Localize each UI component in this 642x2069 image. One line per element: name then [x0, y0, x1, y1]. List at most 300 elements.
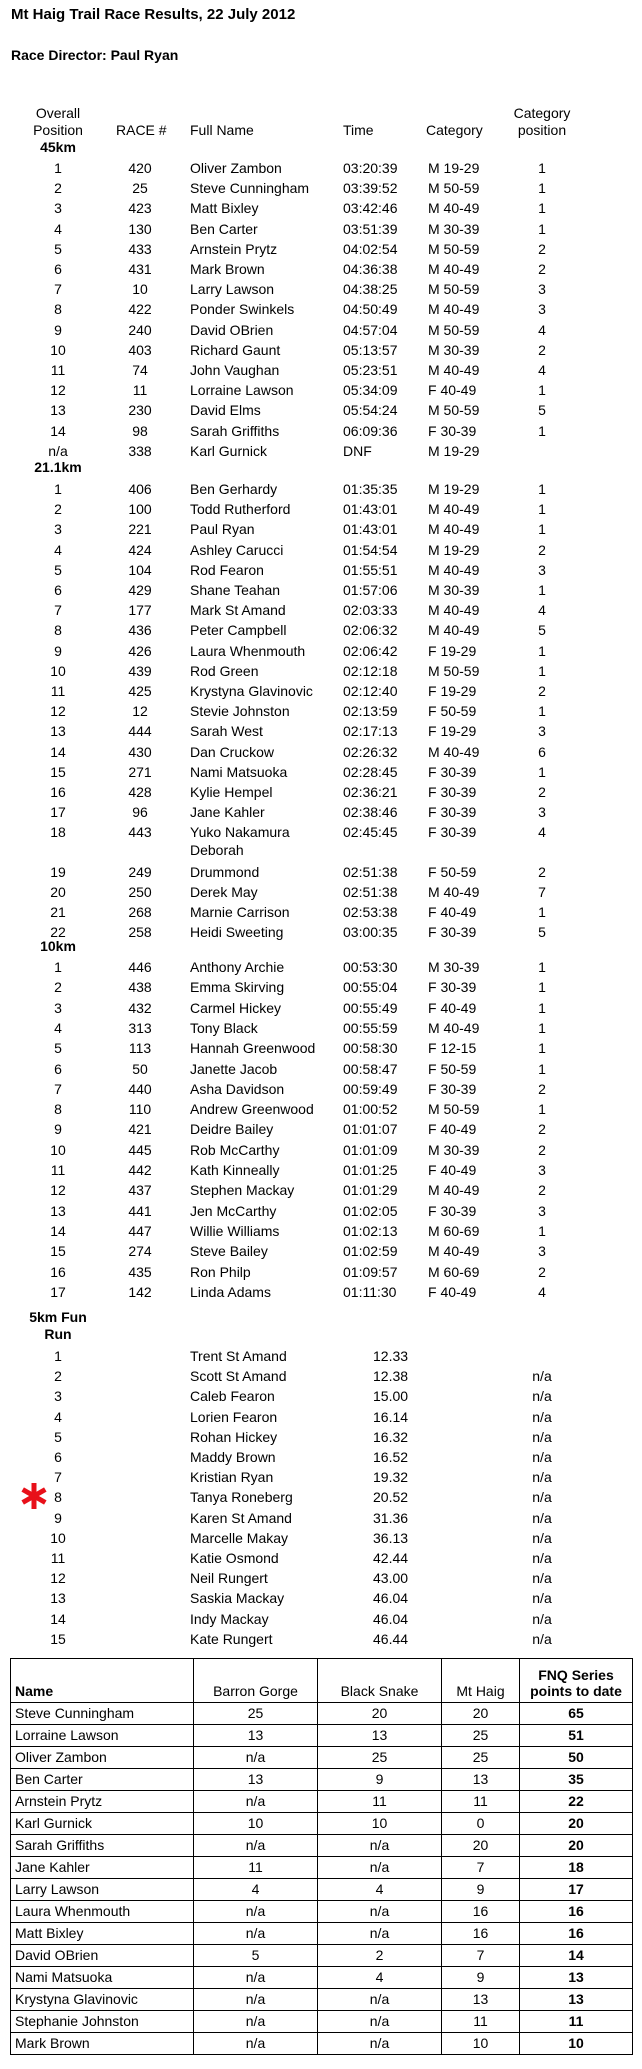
result-race: 98	[132, 423, 148, 439]
result-ftime: 19.32	[373, 1469, 409, 1485]
series-barron-gorge: 11	[194, 1857, 318, 1879]
result-time: 01:57:06	[343, 582, 398, 598]
result-row	[0, 561, 642, 581]
result-time: 05:34:09	[343, 382, 398, 398]
result-time: 00:55:04	[343, 979, 398, 995]
result-cpos: 1	[538, 1020, 546, 1036]
series-points: 22	[520, 1791, 633, 1813]
result-fcpos: n/a	[532, 1429, 552, 1445]
result-cat: M 60-69	[428, 1264, 480, 1280]
series-header-barron-gorge: Barron Gorge	[194, 1659, 318, 1703]
series-black-snake: n/a	[318, 1857, 442, 1879]
result-cat: M 19-29	[428, 160, 480, 176]
result-race: 420	[128, 160, 152, 176]
series-black-snake: n/a	[318, 1901, 442, 1923]
result-cat: F 30-39	[428, 1203, 477, 1219]
result-cat: F 40-49	[428, 1162, 477, 1178]
series-points: 11	[520, 2011, 633, 2033]
result-time: 02:17:13	[343, 723, 398, 739]
result-row	[0, 1161, 642, 1181]
result-cpos: 4	[538, 322, 546, 338]
result-fcpos: n/a	[532, 1611, 552, 1627]
result-cpos: 2	[538, 1121, 546, 1137]
series-mt-haig: 20	[442, 1835, 520, 1857]
result-name: Andrew Greenwood	[190, 1101, 314, 1117]
result-row	[0, 958, 642, 978]
result-cat: F 30-39	[428, 1081, 477, 1097]
result-race: 104	[128, 562, 152, 578]
result-pos: 20	[50, 884, 66, 900]
result-name: Emma Skirving	[190, 979, 285, 995]
result-pos: 6	[54, 582, 62, 598]
result-name: Ben Gerhardy	[190, 481, 278, 497]
series-mt-haig: 16	[442, 1923, 520, 1945]
result-name: Richard Gaunt	[190, 342, 281, 358]
result-name: Sarah Griffiths	[190, 423, 280, 439]
result-pos: 14	[50, 423, 66, 439]
series-points: 20	[520, 1813, 633, 1835]
result-cat: M 40-49	[428, 602, 480, 618]
result-cpos: 1	[538, 904, 546, 920]
header-overall-line2: Position	[33, 122, 83, 138]
result-race: 403	[128, 342, 152, 358]
result-row	[0, 783, 642, 803]
result-cat: M 40-49	[428, 1243, 480, 1259]
result-pos: 8	[54, 1489, 62, 1505]
header-time: Time	[343, 122, 374, 138]
result-row	[0, 381, 642, 401]
result-row	[0, 1222, 642, 1242]
result-cpos: 1	[538, 979, 546, 995]
result-time: 01:01:25	[343, 1162, 398, 1178]
result-cat: F 40-49	[428, 1121, 477, 1137]
series-name: Oliver Zambon	[11, 1747, 194, 1769]
result-name: Matt Bixley	[190, 200, 259, 216]
result-name: Asha Davidson	[190, 1081, 285, 1097]
result-row	[0, 863, 642, 883]
series-row	[11, 1835, 633, 1857]
result-name: Rohan Hickey	[190, 1429, 278, 1445]
result-cpos: 3	[538, 1203, 546, 1219]
result-race: 271	[128, 764, 152, 780]
result-cat: M 50-59	[428, 663, 480, 679]
result-pos: 18	[50, 824, 66, 840]
result-pos: 11	[50, 1162, 66, 1178]
result-row	[0, 1448, 642, 1468]
result-cpos: 1	[538, 180, 546, 196]
result-pos: 14	[50, 1611, 66, 1627]
result-name: Lorien Fearon	[190, 1409, 278, 1425]
result-race: 113	[128, 1040, 152, 1056]
result-pos: 2	[54, 1368, 62, 1384]
result-race: 130	[128, 221, 152, 237]
result-ftime: 16.52	[373, 1449, 409, 1465]
result-cpos: 4	[538, 362, 546, 378]
result-cat: M 40-49	[428, 1182, 480, 1198]
result-time: 02:03:33	[343, 602, 398, 618]
result-cat: F 40-49	[428, 382, 477, 398]
series-black-snake: 4	[318, 1879, 442, 1901]
series-black-snake: 9	[318, 1769, 442, 1791]
result-pos: 7	[54, 1081, 62, 1097]
result-race: 445	[128, 1142, 152, 1158]
result-name: Dan Cruckow	[190, 744, 275, 760]
result-pos: 13	[50, 1203, 66, 1219]
result-race: 437	[128, 1182, 152, 1198]
result-row	[0, 621, 642, 641]
result-time: 01:02:05	[343, 1203, 398, 1219]
result-row	[0, 1367, 642, 1387]
result-cat: M 19-29	[428, 443, 480, 459]
result-row	[0, 601, 642, 621]
result-row	[0, 999, 642, 1019]
series-points: 10	[520, 2033, 633, 2055]
result-cpos: 2	[538, 1081, 546, 1097]
result-ftime: 12.38	[373, 1368, 409, 1384]
series-mt-haig: 10	[442, 2033, 520, 2055]
result-cpos: 2	[538, 1264, 546, 1280]
result-race: 230	[128, 402, 152, 418]
result-name: Neil Rungert	[190, 1570, 268, 1586]
result-race: 221	[128, 521, 152, 537]
result-cat: F 30-39	[428, 979, 477, 995]
series-name: Arnstein Prytz	[11, 1791, 194, 1813]
result-name: Kate Rungert	[190, 1631, 273, 1647]
result-pos: 3	[54, 200, 62, 216]
result-row	[0, 422, 642, 442]
result-ftime: 42.44	[373, 1550, 409, 1566]
series-barron-gorge: 5	[194, 1945, 318, 1967]
result-fcpos: n/a	[532, 1510, 552, 1526]
result-cpos: 3	[538, 562, 546, 578]
result-pos: 8	[54, 622, 62, 638]
result-race: 25	[132, 180, 148, 196]
result-name: Anthony Archie	[190, 959, 285, 975]
result-time: 00:55:59	[343, 1020, 398, 1036]
result-race: 425	[128, 683, 152, 699]
series-barron-gorge: n/a	[194, 1967, 318, 1989]
result-name: Steve Bailey	[190, 1243, 268, 1259]
series-name: Ben Carter	[11, 1769, 194, 1791]
result-time: 03:51:39	[343, 221, 398, 237]
result-time: 01:01:07	[343, 1121, 398, 1137]
result-cpos: 1	[538, 423, 546, 439]
result-race: 447	[128, 1223, 152, 1239]
result-name: Deidre Bailey	[190, 1121, 274, 1137]
result-cat: M 30-39	[428, 221, 480, 237]
result-name: Laura Whenmouth	[190, 643, 306, 659]
result-pos: 19	[50, 864, 66, 880]
result-row	[0, 361, 642, 381]
result-time: 01:54:54	[343, 542, 398, 558]
result-time: 00:55:49	[343, 1000, 398, 1016]
result-name: Mark St Amand	[190, 602, 286, 618]
result-time: 02:13:59	[343, 703, 398, 719]
series-name: David OBrien	[11, 1945, 194, 1967]
result-row	[0, 159, 642, 179]
result-race: 440	[128, 1081, 152, 1097]
series-points: 65	[520, 1703, 633, 1725]
result-time: 03:20:39	[343, 160, 398, 176]
result-race: 240	[128, 322, 152, 338]
result-cpos: 2	[538, 784, 546, 800]
result-race: 74	[132, 362, 148, 378]
series-mt-haig: 20	[442, 1703, 520, 1725]
series-barron-gorge: 13	[194, 1725, 318, 1747]
result-cpos: 3	[538, 301, 546, 317]
result-time: 04:36:38	[343, 261, 398, 277]
series-barron-gorge: n/a	[194, 1747, 318, 1769]
result-race: 258	[128, 924, 152, 940]
result-name: Drummond	[190, 864, 260, 880]
series-body	[11, 1703, 633, 2055]
series-mt-haig: 25	[442, 1747, 520, 1769]
result-name: David OBrien	[190, 322, 274, 338]
result-time: 04:02:54	[343, 241, 398, 257]
series-header-black-snake: Black Snake	[318, 1659, 442, 1703]
result-row	[0, 1283, 642, 1303]
series-black-snake: 10	[318, 1813, 442, 1835]
result-cat: F 40-49	[428, 1284, 477, 1300]
series-name: Lorraine Lawson	[11, 1725, 194, 1747]
result-race: 12	[132, 703, 148, 719]
result-pos: 15	[50, 764, 66, 780]
result-race: 432	[128, 1000, 152, 1016]
result-time: 01:01:09	[343, 1142, 398, 1158]
result-cat: M 50-59	[428, 180, 480, 196]
result-name: David Elms	[190, 402, 261, 418]
series-row	[11, 2011, 633, 2033]
result-race: 446	[128, 959, 152, 975]
result-name: Rod Fearon	[190, 562, 264, 578]
series-barron-gorge: n/a	[194, 1989, 318, 2011]
result-cat: M 60-69	[428, 1223, 480, 1239]
series-name: Laura Whenmouth	[11, 1901, 194, 1923]
series-points: 16	[520, 1923, 633, 1945]
result-name: Marnie Carrison	[190, 904, 290, 920]
header-category-position	[502, 105, 582, 139]
result-name: Ponder Swinkels	[190, 301, 295, 317]
result-cpos: 5	[538, 622, 546, 638]
result-cat: M 30-39	[428, 342, 480, 358]
result-time: 01:02:59	[343, 1243, 398, 1259]
result-row	[0, 978, 642, 998]
series-mt-haig: 0	[442, 1813, 520, 1835]
result-cpos: 1	[538, 481, 546, 497]
result-name: Caleb Fearon	[190, 1388, 275, 1404]
series-black-snake: 2	[318, 1945, 442, 1967]
series-row	[11, 1923, 633, 1945]
result-time: 01:11:30	[343, 1284, 397, 1300]
result-name: Stevie Johnston	[190, 703, 290, 719]
result-row	[0, 1387, 642, 1407]
result-name: Derek May	[190, 884, 258, 900]
series-black-snake: n/a	[318, 1923, 442, 1945]
series-barron-gorge: 4	[194, 1879, 318, 1901]
result-cat: M 50-59	[428, 241, 480, 257]
result-row	[0, 341, 642, 361]
result-pos: 3	[54, 1000, 62, 1016]
series-barron-gorge: n/a	[194, 1791, 318, 1813]
result-cpos: 1	[538, 501, 546, 517]
result-cpos: 1	[538, 703, 546, 719]
result-cpos: 4	[538, 1284, 546, 1300]
header-catpos-line2: position	[517, 122, 567, 138]
result-race: 100	[128, 501, 152, 517]
result-time: 02:12:18	[343, 663, 398, 679]
series-points: 14	[520, 1945, 633, 1967]
result-name: Ben Carter	[190, 221, 258, 237]
result-row	[0, 1347, 642, 1367]
result-race: 441	[128, 1203, 152, 1219]
result-cpos: 2	[538, 1142, 546, 1158]
result-name: Oliver Zambon	[190, 160, 282, 176]
result-cpos: 4	[538, 602, 546, 618]
result-row	[0, 1080, 642, 1100]
result-time: 01:00:52	[343, 1101, 398, 1117]
section-title-line1: 5km Fun	[29, 1309, 87, 1325]
result-time: 02:53:38	[343, 904, 398, 920]
result-pos: 8	[54, 301, 62, 317]
result-row	[0, 1019, 642, 1039]
result-pos: 8	[54, 1101, 62, 1117]
result-cat: F 30-39	[428, 784, 477, 800]
result-pos: n/a	[48, 443, 68, 459]
series-black-snake: 4	[318, 1967, 442, 1989]
result-pos: 9	[54, 322, 62, 338]
result-cat: F 30-39	[428, 764, 477, 780]
result-cpos: 5	[538, 924, 546, 940]
series-name: Nami Matsuoka	[11, 1967, 194, 1989]
result-cpos: 3	[538, 804, 546, 820]
result-time: 00:59:49	[343, 1081, 398, 1097]
series-barron-gorge: n/a	[194, 2011, 318, 2033]
result-row	[0, 662, 642, 682]
race-director: Race Director: Paul Ryan	[11, 47, 179, 63]
result-cat: F 30-39	[428, 423, 477, 439]
result-name: Paul Ryan	[190, 521, 255, 537]
series-barron-gorge: n/a	[194, 1901, 318, 1923]
result-cpos: 1	[538, 1101, 546, 1117]
result-fcpos: n/a	[532, 1489, 552, 1505]
result-fcpos: n/a	[532, 1449, 552, 1465]
result-cpos: 2	[538, 1182, 546, 1198]
result-ftime: 46.44	[373, 1631, 409, 1647]
result-pos: 7	[54, 281, 62, 297]
result-time: 02:38:46	[343, 804, 398, 820]
result-name: Steve Cunningham	[190, 180, 310, 196]
result-name: Todd Rutherford	[190, 501, 291, 517]
result-cat: M 50-59	[428, 322, 480, 338]
result-fcpos: n/a	[532, 1409, 552, 1425]
result-time: 01:09:57	[343, 1264, 398, 1280]
result-pos: 16	[50, 784, 66, 800]
result-race: 438	[128, 979, 152, 995]
result-pos: 6	[54, 261, 62, 277]
result-time: 03:42:46	[343, 200, 398, 216]
series-row	[11, 1879, 633, 1901]
result-race: 406	[128, 481, 152, 497]
result-cpos: 1	[538, 1000, 546, 1016]
result-row	[0, 1549, 642, 1569]
result-cpos: 3	[538, 1243, 546, 1259]
result-row	[0, 1100, 642, 1120]
result-name: Katie Osmond	[190, 1550, 279, 1566]
result-name-continuation: Deborah	[190, 842, 244, 858]
result-race: 426	[128, 643, 152, 659]
result-time: 01:55:51	[343, 562, 398, 578]
series-row	[11, 1813, 633, 1835]
result-race: 421	[128, 1121, 152, 1137]
series-points: 13	[520, 1967, 633, 1989]
series-name: Matt Bixley	[11, 1923, 194, 1945]
result-row	[0, 1529, 642, 1549]
result-row	[0, 1408, 642, 1428]
result-pos: 9	[54, 643, 62, 659]
series-row	[11, 1967, 633, 1989]
series-black-snake: 11	[318, 1791, 442, 1813]
result-name: Ashley Carucci	[190, 542, 284, 558]
result-cpos: 2	[538, 542, 546, 558]
result-cat: F 50-59	[428, 1061, 477, 1077]
series-row	[11, 1989, 633, 2011]
result-name: Heidi Sweeting	[190, 924, 284, 940]
result-row	[0, 763, 642, 783]
result-pos: 2	[54, 501, 62, 517]
result-cpos: 5	[538, 402, 546, 418]
result-pos: 5	[54, 1429, 62, 1445]
result-name: Larry Lawson	[190, 281, 275, 297]
result-time: 00:58:47	[343, 1061, 398, 1077]
header-overall-line1: Overall	[35, 105, 81, 121]
result-cat: F 30-39	[428, 824, 477, 840]
result-name: Peter Campbell	[190, 622, 287, 638]
result-pos: 5	[54, 1040, 62, 1056]
result-time: 03:00:35	[343, 924, 398, 940]
result-race: 142	[128, 1284, 152, 1300]
result-cpos: 1	[538, 1040, 546, 1056]
series-black-snake: 25	[318, 1747, 442, 1769]
result-row	[0, 702, 642, 722]
result-name: Janette Jacob	[190, 1061, 278, 1077]
result-pos: 4	[54, 542, 62, 558]
result-race: 268	[128, 904, 152, 920]
result-cpos: 1	[538, 160, 546, 176]
result-cpos: 2	[538, 683, 546, 699]
result-pos: 10	[50, 342, 66, 358]
series-black-snake: 13	[318, 1725, 442, 1747]
result-time: 01:35:35	[343, 481, 398, 497]
asterisk-icon	[18, 1480, 50, 1512]
series-barron-gorge: 13	[194, 1769, 318, 1791]
result-cpos: 1	[538, 959, 546, 975]
result-name: Kath Kinneally	[190, 1162, 280, 1178]
result-cpos: 1	[538, 663, 546, 679]
result-cpos: 2	[538, 261, 546, 277]
result-name: Ron Philp	[190, 1264, 251, 1280]
result-row	[0, 1039, 642, 1059]
result-time: 02:51:38	[343, 884, 398, 900]
result-row	[0, 1569, 642, 1589]
result-race: 430	[128, 744, 152, 760]
result-cat: M 40-49	[428, 362, 480, 378]
result-pos: 3	[54, 1388, 62, 1404]
result-name: Arnstein Prytz	[190, 241, 278, 257]
series-points: 35	[520, 1769, 633, 1791]
result-cpos: 2	[538, 864, 546, 880]
result-pos: 4	[54, 1409, 62, 1425]
result-ftime: 43.00	[373, 1570, 409, 1586]
